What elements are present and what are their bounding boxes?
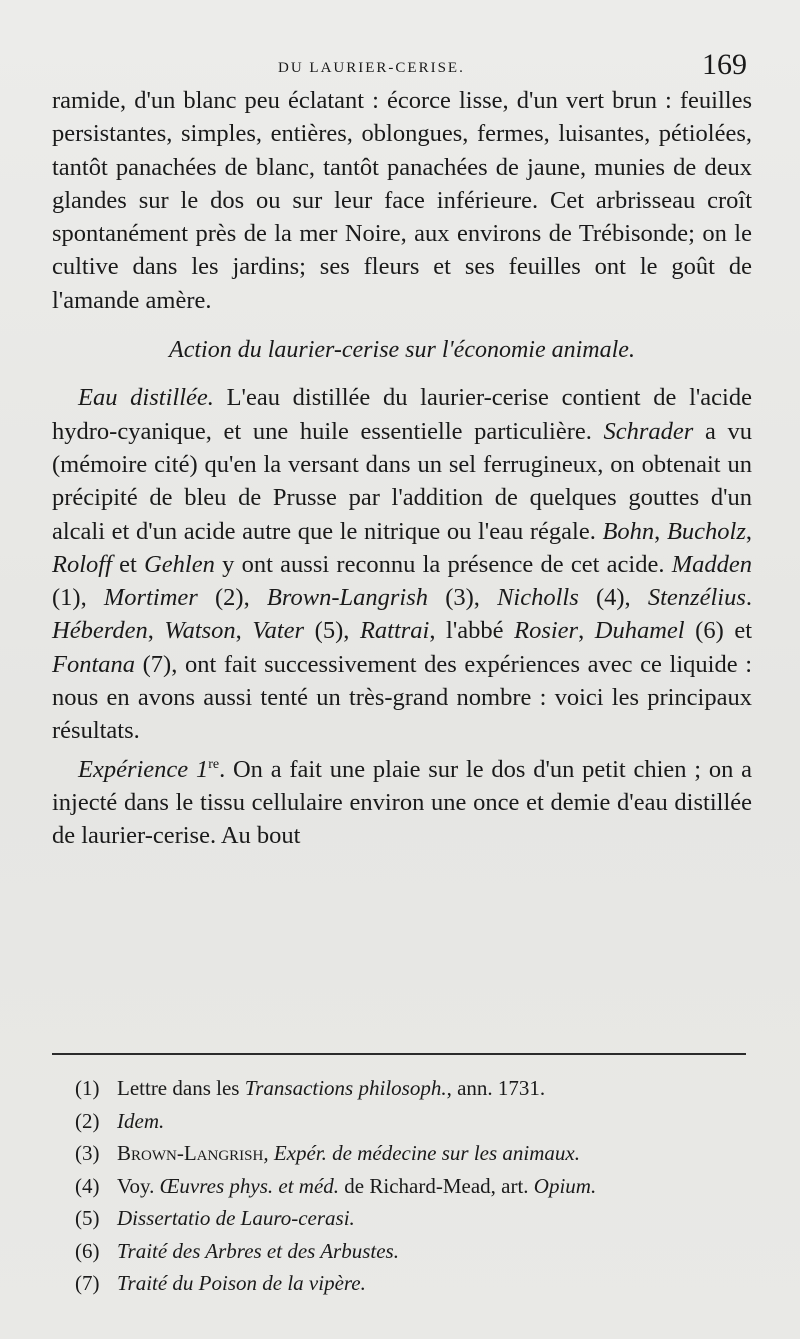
author-name: Schrader: [603, 417, 694, 445]
paragraph-eau-distillee: Eau distillée. L'eau distillée du laurier-cerise contient de l'acide hydro-cyanique, et une huile essentielle particulière. Schrader a vu (mémoire cité) qu'en la versant dans un sel ferrugineux, on obtenait un précipité de bleu de Prusse par l'addition de quelques gouttes d'un alcali et d'un acide autre que le nitrique ou l'eau régale. Bohn, Bucholz, Roloff et Gehlen y ont aussi reconnu la présence de cet acide. Madden (1), Mortimer (2), Brown-Langrish (3), Nicholls (4), Stenzélius. Héberden, Watson, Vater (5), Rattrai, l'abbé Rosier, Duhamel (6) et Fontana (7), ont fait successivement des expériences avec ce liquide : nous en avons aussi tenté un très-grand nombre : voici les principaux résultats.: [52, 384, 753, 745]
footnote-item: (7) Traité du Poison de la vipère.: [75, 1267, 755, 1300]
running-title: DU LAURIER-CERISE.: [278, 60, 465, 76]
footnote-divider: [52, 1053, 746, 1055]
ordinal-suffix: re: [208, 756, 220, 772]
author-name: Brown-Langrish: [266, 584, 428, 612]
footnote-number: (2): [75, 1108, 100, 1133]
author-name: Fontana: [52, 650, 136, 678]
author-name: Bucholz: [666, 517, 746, 545]
footnote-item: (4) Voy. Œuvres phys. et méd. de Richard-Mead, art. Opium.: [75, 1170, 755, 1203]
author-name: Mortimer: [103, 584, 198, 612]
paragraph-label: Eau distillée.: [78, 384, 214, 412]
footnote-item: (1) Lettre dans les Transactions philosoph., ann. 1731.: [75, 1072, 755, 1105]
page-number: 169: [702, 48, 747, 81]
footnote-item: (3) Brown-Langrish, Expér. de médecine sur les animaux.: [75, 1137, 755, 1170]
author-name: Héberden: [52, 617, 148, 645]
author-name: Bohn: [602, 517, 655, 545]
paragraph-label: Expérience 1: [78, 755, 209, 783]
footnote-number: (5): [75, 1206, 100, 1230]
paragraph-description: ramide, d'un blanc peu éclatant : écorce lisse, d'un vert brun : feuilles persistantes, simples, entières, oblongues, fermes, luisantes, pétiolées, tantôt panachées de blanc, tantôt panachées de jaune, munies de deux glandes sur le dos ou sur leur face inférieure. Cet arbrisseau croît spontanément près de la mer Noire, aux environs de Trébisonde; on le cultive dans les jardins; ses fleurs et ses feuilles ont le goût de l'amande amère.: [52, 87, 752, 314]
author-name: Duhamel: [594, 617, 685, 645]
footnote-item: (5) Dissertatio de Lauro-cerasi.: [75, 1202, 755, 1235]
footnote-number: (6): [75, 1238, 100, 1263]
footnote-number: (7): [75, 1271, 100, 1295]
author-name: Stenzélius: [647, 584, 746, 612]
footnote-item: (6) Traité des Arbres et des Arbustes.: [75, 1235, 755, 1268]
footnote-number: (3): [75, 1141, 100, 1165]
author-name: Gehlen: [144, 550, 215, 578]
footnote-number: (1): [75, 1076, 100, 1100]
author-name: Rosier: [514, 617, 579, 645]
author-name: Madden: [671, 550, 752, 578]
author-name: Vater: [252, 617, 305, 645]
main-text: [52, 84, 752, 853]
section-heading: Action du laurier-cerise sur l'économie animale.: [169, 337, 635, 364]
paragraph-experience-1: Expérience 1re. On a fait une plaie sur le dos d'un petit chien ; on a injecté dans le tissu cellulaire environ une once et demie d'eau distillée de laurier-cerise. Au bout: [52, 755, 752, 850]
footnote-number: (4): [75, 1173, 100, 1198]
author-name: Watson: [164, 617, 236, 645]
author-name: Nicholls: [497, 584, 579, 612]
author-name: Rattrai: [359, 617, 430, 645]
footnotes: [75, 1072, 755, 1300]
footnote-item: (2) Idem.: [75, 1105, 755, 1138]
author-name: Roloff: [52, 550, 112, 578]
